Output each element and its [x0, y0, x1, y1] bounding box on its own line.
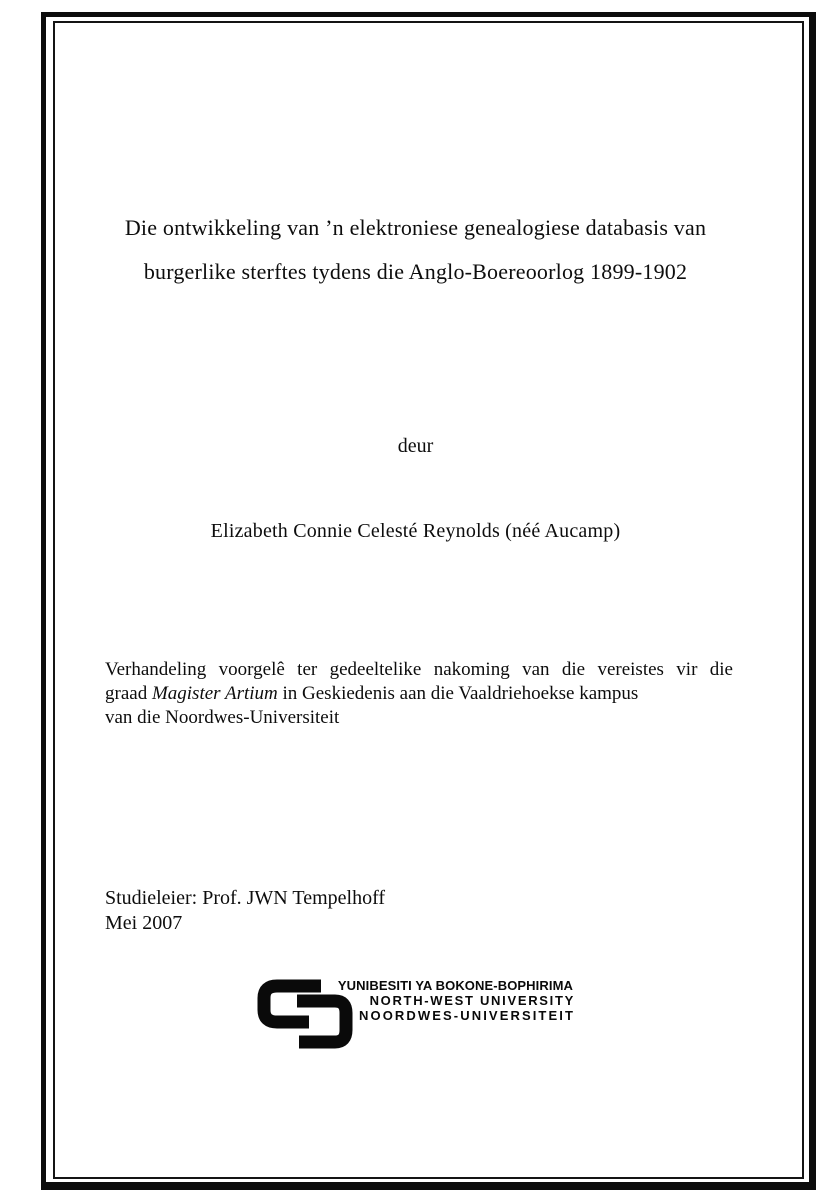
submission-line-2-post: in Geskiedenis aan die Vaaldriehoekse kampus [277, 683, 639, 704]
logo-text-setswana: YUNIBESITI YA BOKONE-BOPHIRIMA [337, 978, 573, 993]
logo-text-english: NORTH-WEST UNIVERSITY [369, 993, 575, 1009]
credits-block [105, 886, 385, 936]
thesis-title-line-1: Die ontwikkeling van ’n elektroniese genealogiese databasis van [124, 215, 707, 240]
submission-line-2-pre: graad [105, 683, 152, 704]
author-name: Elizabeth Connie Celesté Reynolds (néé Aucamp) [210, 520, 621, 542]
submission-line-1: Verhandeling voorgelê ter gedeeltelike nakoming van die vereistes vir die [105, 659, 733, 680]
submission-statement [105, 658, 733, 730]
thesis-title-line-2: burgerlike sterftes tydens die Anglo-Boereoorlog 1899-1902 [143, 259, 688, 284]
submission-line-2 [105, 682, 733, 706]
logo-text-afrikaans: NOORDWES-UNIVERSITEIT [359, 1008, 575, 1024]
thesis-title [0, 206, 831, 294]
logo-wordmark [315, 978, 573, 1024]
supervisor-line: Studieleier: Prof. JWN Tempelhoff [105, 887, 386, 909]
date-line: Mei 2007 [105, 912, 183, 934]
submission-line-3: van die Noordwes-Universiteit [105, 707, 340, 728]
byline-label: deur [397, 435, 434, 457]
university-logo [255, 976, 575, 1054]
degree-name: Magister Artium [151, 683, 278, 704]
